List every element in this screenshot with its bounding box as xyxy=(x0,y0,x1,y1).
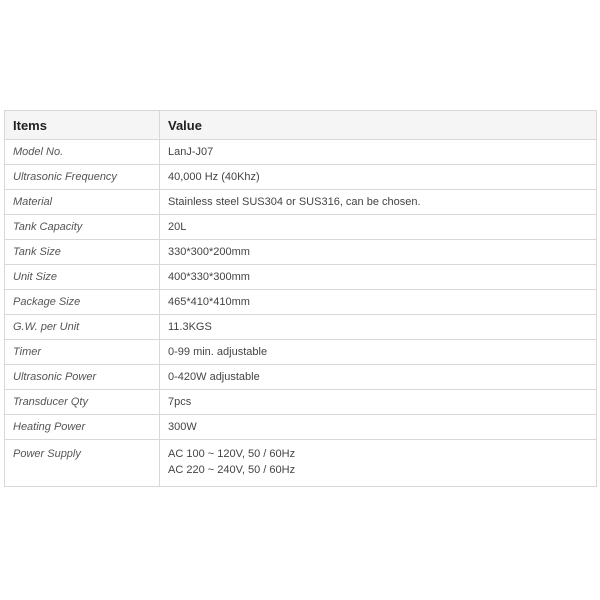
row-value-line: AC 220 ~ 240V, 50 / 60Hz xyxy=(168,464,296,476)
table-row xyxy=(5,240,597,265)
table-row xyxy=(5,190,597,215)
row-value-line: 400*330*300mm xyxy=(168,271,250,283)
row-label: Ultrasonic Frequency xyxy=(5,165,160,190)
row-value-line: 40,000 Hz (40Khz) xyxy=(168,171,260,183)
row-value xyxy=(160,340,597,365)
table-row xyxy=(5,415,597,440)
row-value-line: 300W xyxy=(168,421,197,433)
row-label: Tank Capacity xyxy=(5,215,160,240)
row-value xyxy=(160,390,597,415)
row-label: Material xyxy=(5,190,160,215)
row-value xyxy=(160,265,597,290)
spec-table-header xyxy=(5,111,597,140)
table-row xyxy=(5,340,597,365)
table-row xyxy=(5,140,597,165)
header-value: Value xyxy=(160,111,597,140)
table-row xyxy=(5,290,597,315)
header-items: Items xyxy=(5,111,160,140)
row-value-line: 0-99 min. adjustable xyxy=(168,346,268,358)
row-label: Heating Power xyxy=(5,415,160,440)
row-label: Tank Size xyxy=(5,240,160,265)
row-label: Model No. xyxy=(5,140,160,165)
table-row xyxy=(5,265,597,290)
table-row xyxy=(5,365,597,390)
row-value xyxy=(160,415,597,440)
spec-table xyxy=(4,110,597,487)
row-value xyxy=(160,190,597,215)
row-label: Transducer Qty xyxy=(5,390,160,415)
row-value xyxy=(160,440,597,487)
header-row xyxy=(5,111,597,140)
row-value xyxy=(160,240,597,265)
row-value-line: Stainless steel SUS304 or SUS316, can be chosen. xyxy=(168,196,421,208)
table-row xyxy=(5,440,597,487)
row-label: Package Size xyxy=(5,290,160,315)
table-row xyxy=(5,390,597,415)
spec-table-body xyxy=(5,140,597,487)
table-row xyxy=(5,315,597,340)
row-label: Power Supply xyxy=(5,440,160,487)
row-label: G.W. per Unit xyxy=(5,315,160,340)
row-label: Ultrasonic Power xyxy=(5,365,160,390)
row-value-line: 330*300*200mm xyxy=(168,246,250,258)
table-row xyxy=(5,215,597,240)
row-value xyxy=(160,165,597,190)
row-value-line: 0-420W adjustable xyxy=(168,371,260,383)
row-value-line: 7pcs xyxy=(168,396,192,408)
row-value xyxy=(160,215,597,240)
row-value xyxy=(160,290,597,315)
row-value-line: LanJ-J07 xyxy=(168,146,214,158)
row-value xyxy=(160,365,597,390)
table-row xyxy=(5,165,597,190)
row-value-line: 465*410*410mm xyxy=(168,296,250,308)
row-value-line: 11.3KGS xyxy=(168,321,212,333)
row-value-line: 20L xyxy=(168,221,187,233)
row-label: Timer xyxy=(5,340,160,365)
row-value xyxy=(160,315,597,340)
row-value-line: AC 100 ~ 120V, 50 / 60Hz xyxy=(168,448,296,460)
row-label: Unit Size xyxy=(5,265,160,290)
row-value xyxy=(160,140,597,165)
